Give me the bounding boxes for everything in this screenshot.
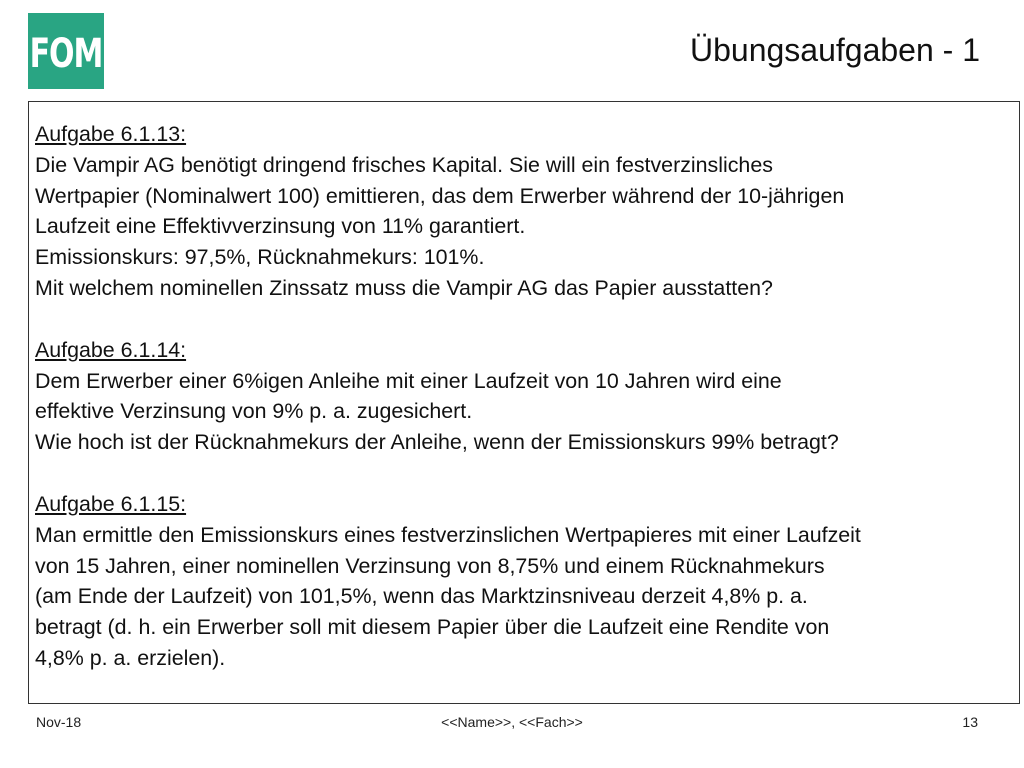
task-line: effektive Verzinsung von 9% p. a. zugesichert. xyxy=(35,399,473,424)
page-title: Übungsaufgaben - 1 xyxy=(690,32,980,68)
task-6-1-15 xyxy=(35,489,1019,674)
fom-logo xyxy=(28,13,104,89)
task-6-1-14 xyxy=(35,335,1019,458)
task-line: 4,8% p. a. erzielen). xyxy=(35,645,226,670)
page-number: 13 xyxy=(962,714,978,730)
task-heading: Aufgabe 6.1.13: xyxy=(35,122,187,146)
logo-text: FOM xyxy=(29,30,103,78)
task-line: Man ermittle den Emissionskurs eines festverzinslichen Wertpapieres mit einer Laufzeit xyxy=(35,522,861,547)
content-text xyxy=(29,102,1019,674)
content-box xyxy=(28,101,1020,704)
task-line: Dem Erwerber einer 6%igen Anleihe mit einer Laufzeit von 10 Jahren wird eine xyxy=(35,368,782,393)
footer-date: Nov-18 xyxy=(36,714,82,730)
footer-author-subject: <<Name>>, <<Fach>> xyxy=(441,714,583,730)
task-line: Wertpapier (Nominalwert 100) emittieren, das dem Erwerber während der 10-jährigen xyxy=(35,183,845,208)
task-heading: Aufgabe 6.1.14: xyxy=(35,337,187,362)
task-6-1-13 xyxy=(35,119,1019,304)
task-line: Emissionskurs: 97,5%, Rücknahmekurs: 101%. xyxy=(35,245,485,270)
task-line: betragt (d. h. ein Erwerber soll mit diesem Papier über die Laufzeit eine Rendite von xyxy=(35,615,830,640)
task-heading: Aufgabe 6.1.15: xyxy=(35,491,187,516)
task-line: von 15 Jahren, einer nominellen Verzinsung von 8,75% und einem Rücknahmekurs xyxy=(35,553,825,578)
task-line: Mit welchem nominellen Zinssatz muss die Vampir AG das Papier ausstatten? xyxy=(35,275,773,300)
task-line: Laufzeit eine Effektivverzinsung von 11% garantiert. xyxy=(35,214,526,239)
task-line: (am Ende der Laufzeit) von 101,5%, wenn das Marktzinsniveau derzeit 4,8% p. a. xyxy=(35,584,808,609)
task-line: Die Vampir AG benötigt dringend frisches Kapital. Sie will ein festverzinsliches xyxy=(35,152,773,177)
task-line: Wie hoch ist der Rücknahmekurs der Anleihe, wenn der Emissionskurs 99% betragt? xyxy=(35,430,839,455)
